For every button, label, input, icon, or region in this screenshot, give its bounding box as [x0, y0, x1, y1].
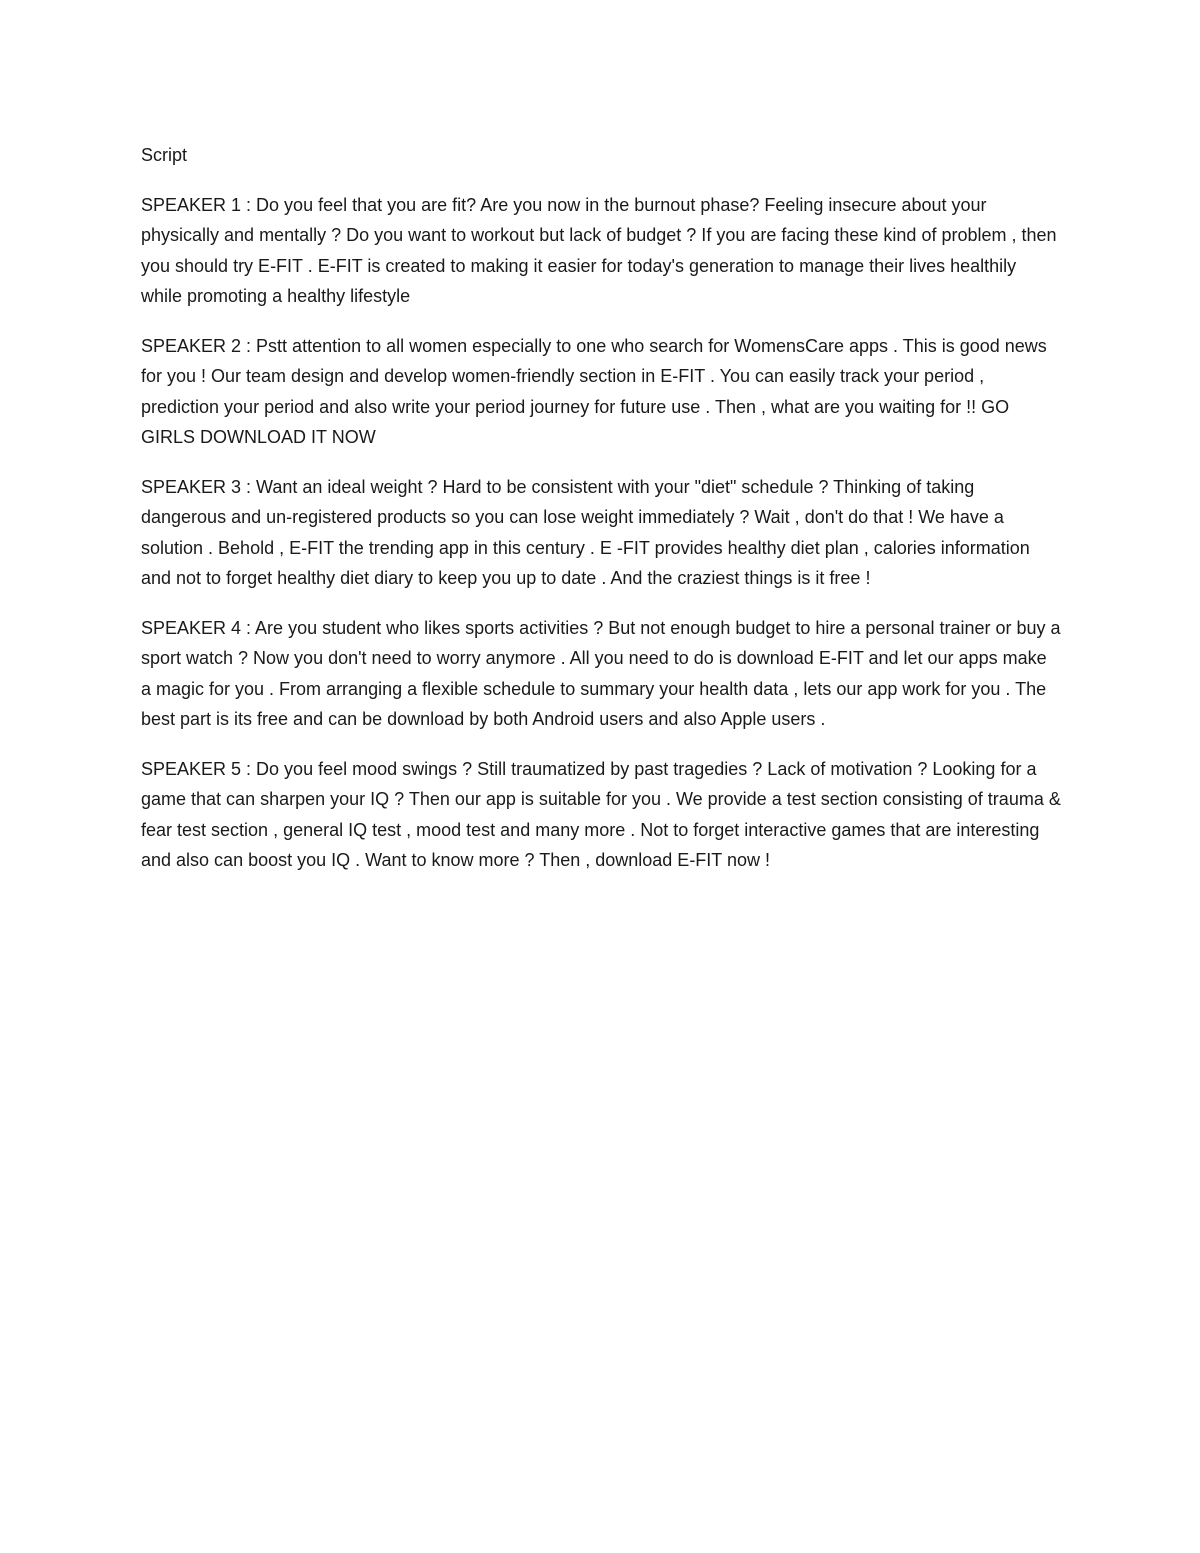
speaker-1-paragraph: SPEAKER 1 : Do you feel that you are fit? Are you now in the burnout phase? Feeling insecure about your physically and mentally ? Do you want to workout but lack of budget ? If you are facing these kind of problem , then you should try E-FIT . E-FIT is created to making it easier for today's generation to manage their lives healthily while promoting a healthy lifestyle — [141, 194, 1057, 306]
speaker-4-paragraph: SPEAKER 4 : Are you student who likes sports activities ? But not enough budget to hire a personal trainer or buy a sport watch ? Now you don't need to worry anymore . All you need to do is download E-FIT and let our apps make a magic for you . From arranging a flexible schedule to summary your health data , lets our app work for you . The best part is its free and can be download by both Android users and also Apple users . — [141, 617, 1061, 729]
speaker-3-paragraph: SPEAKER 3 : Want an ideal weight ? Hard to be consistent with your "diet" schedule ? Thinking of taking dangerous and un-registered products so you can lose weight immediately ? Wait , don't do that ! We have a solution . Behold , E-FIT the trending app in this century . E -FIT provides healthy diet plan , calories information and not to forget healthy diet diary to keep you up to date . And the craziest things is it free ! — [141, 476, 1030, 588]
speaker-5-paragraph: SPEAKER 5 : Do you feel mood swings ? Still traumatized by past tragedies ? Lack of motivation ? Looking for a game that can sharpen your IQ ? Then our app is suitable for you . We provide a test section consisting of trauma & fear test section , general IQ test , mood test and many more . Not to forget interactive games that are interesting and also can boost you IQ . Want to know more ? Then , download E-FIT now ! — [141, 758, 1061, 870]
document-title: Script — [141, 145, 188, 165]
speaker-2-paragraph: SPEAKER 2 : Pstt attention to all women especially to one who search for WomensCare apps . This is good news for you ! Our team design and develop women-friendly section in E-FIT . You can easily track your period , prediction your period and also write your period journey for future use . Then , what are you waiting for !! GO GIRLS DOWNLOAD IT NOW — [141, 335, 1047, 447]
